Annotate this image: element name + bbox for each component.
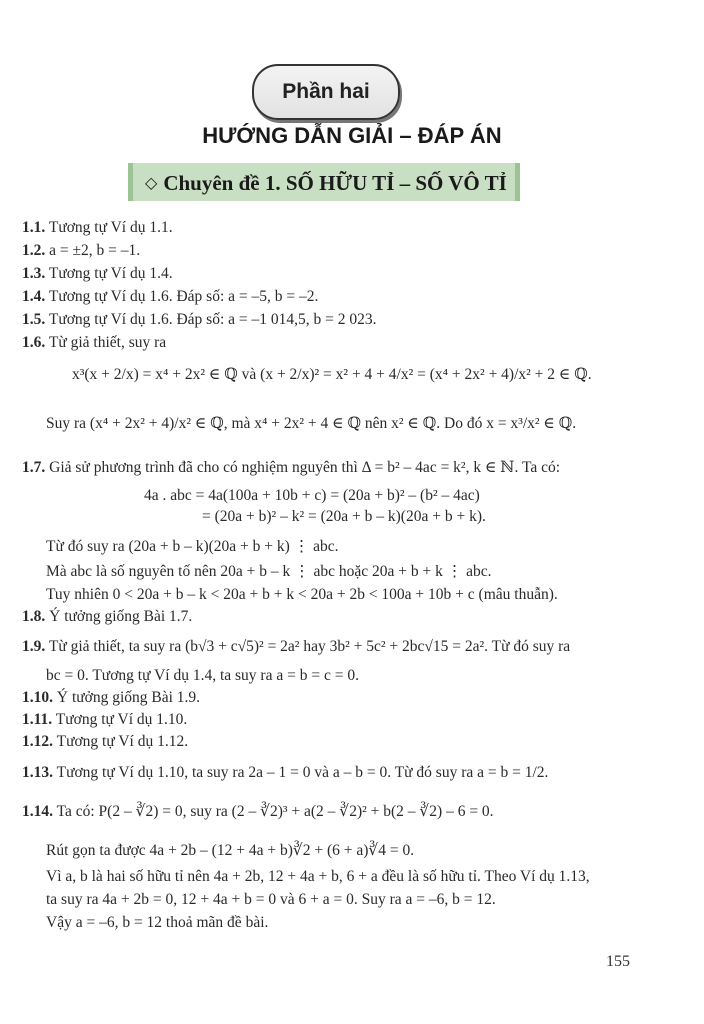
answer-1-7-line5: Tuy nhiên 0 < 20a + b – k < 20a + b + k < 20a + 2b < 100a + 10b + c (mâu thuẫn).: [46, 586, 558, 603]
answer-1-13: 1.13. Tương tự Ví dụ 1.10, ta suy ra 2a – 1 = 0 và a – b = 0. Từ đó suy ra a = b = 1/2.: [22, 764, 549, 781]
chapter-heading: [145, 170, 507, 196]
part-badge: [252, 64, 400, 120]
answer-1-14-line2: Rút gọn ta được 4a + 2b – (12 + 4a + b)∛2 + (6 + a)∛4 = 0.: [46, 842, 415, 859]
equation-1-6-a: x³(x + 2/x) = x⁴ + 2x² ∈ ℚ và (x + 2/x)² = x² + 4 + 4/x² = (x⁴ + 2x² + 4)/x² + 2 ∈ ℚ.: [72, 366, 592, 383]
answer-1-1: 1.1. Tương tự Ví dụ 1.1.: [22, 219, 173, 236]
answer-1-7-line4: Mà abc là số nguyên tố nên 20a + b – k ⋮ abc hoặc 20a + b + k ⋮ abc.: [46, 563, 492, 580]
main-title: HƯỚNG DẪN GIẢI – ĐÁP ÁN: [202, 123, 502, 148]
answer-1-10: 1.10. Ý tưởng giống Bài 1.9.: [22, 689, 201, 706]
answer-1-12: 1.12. Tương tự Ví dụ 1.12.: [22, 733, 189, 750]
chapter-title: Chuyên đề 1. SỐ HỮU TỈ – SỐ VÔ TỈ: [163, 170, 507, 195]
answer-1-7: 1.7. Giả sử phương trình đã cho có nghiệm nguyên thì Δ = b² – 4ac = k², k ∈ ℕ. Ta có:: [22, 459, 561, 476]
answer-1-9: 1.9. Từ giả thiết, ta suy ra (b√3 + c√5)² = 2a² hay 3b² + 5c² + 2bc√15 = 2a². Từ đó suy ra: [22, 638, 571, 655]
equation-1-7-b: = (20a + b)² – k² = (20a + b – k)(20a + b + k).: [202, 508, 486, 525]
equation-1-7-a: 4a . abc = 4a(100a + 10b + c) = (20a + b)² – (b² – 4ac): [144, 487, 480, 504]
answer-1-6: 1.6. Từ giả thiết, suy ra: [22, 334, 167, 351]
answer-1-7-line3: Từ đó suy ra (20a + b – k)(20a + b + k) ⋮ abc.: [46, 538, 339, 555]
answer-1-14-line3: Vì a, b là hai số hữu tỉ nên 4a + 2b, 12 + 4a + b, 6 + a đều là số hữu tỉ. Theo Ví dụ 1.13,: [46, 868, 590, 885]
answer-1-3: 1.3. Tương tự Ví dụ 1.4.: [22, 265, 173, 282]
answer-1-8: 1.8. Ý tưởng giống Bài 1.7.: [22, 608, 193, 625]
answer-1-4: 1.4. Tương tự Ví dụ 1.6. Đáp số: a = –5, b = –2.: [22, 288, 319, 305]
answer-1-14-line5: Vậy a = –6, b = 12 thoả mãn đề bài.: [46, 914, 269, 931]
answer-1-5: 1.5. Tương tự Ví dụ 1.6. Đáp số: a = –1 014,5, b = 2 023.: [22, 311, 377, 328]
diamond-icon: ◇: [145, 175, 158, 192]
part-badge-label: Phần hai: [282, 80, 370, 103]
answer-1-11: 1.11. Tương tự Ví dụ 1.10.: [22, 711, 188, 728]
answer-1-14-line4: ta suy ra 4a + 2b = 0, 12 + 4a + b = 0 và 6 + a = 0. Suy ra a = –6, b = 12.: [46, 891, 496, 908]
answer-1-2: 1.2. a = ±2, b = –1.: [22, 242, 141, 259]
page-number: 155: [606, 953, 630, 970]
answer-1-9-line2: bc = 0. Tương tự Ví dụ 1.4, ta suy ra a = b = c = 0.: [46, 667, 359, 684]
equation-1-6-b: Suy ra (x⁴ + 2x² + 4)/x² ∈ ℚ, mà x⁴ + 2x² + 4 ∈ ℚ nên x² ∈ ℚ. Do đó x = x³/x² ∈ ℚ.: [46, 415, 577, 432]
answer-1-14: 1.14. Ta có: P(2 – ∛2) = 0, suy ra (2 – ∛2)³ + a(2 – ∛2)² + b(2 – ∛2) – 6 = 0.: [22, 803, 494, 820]
